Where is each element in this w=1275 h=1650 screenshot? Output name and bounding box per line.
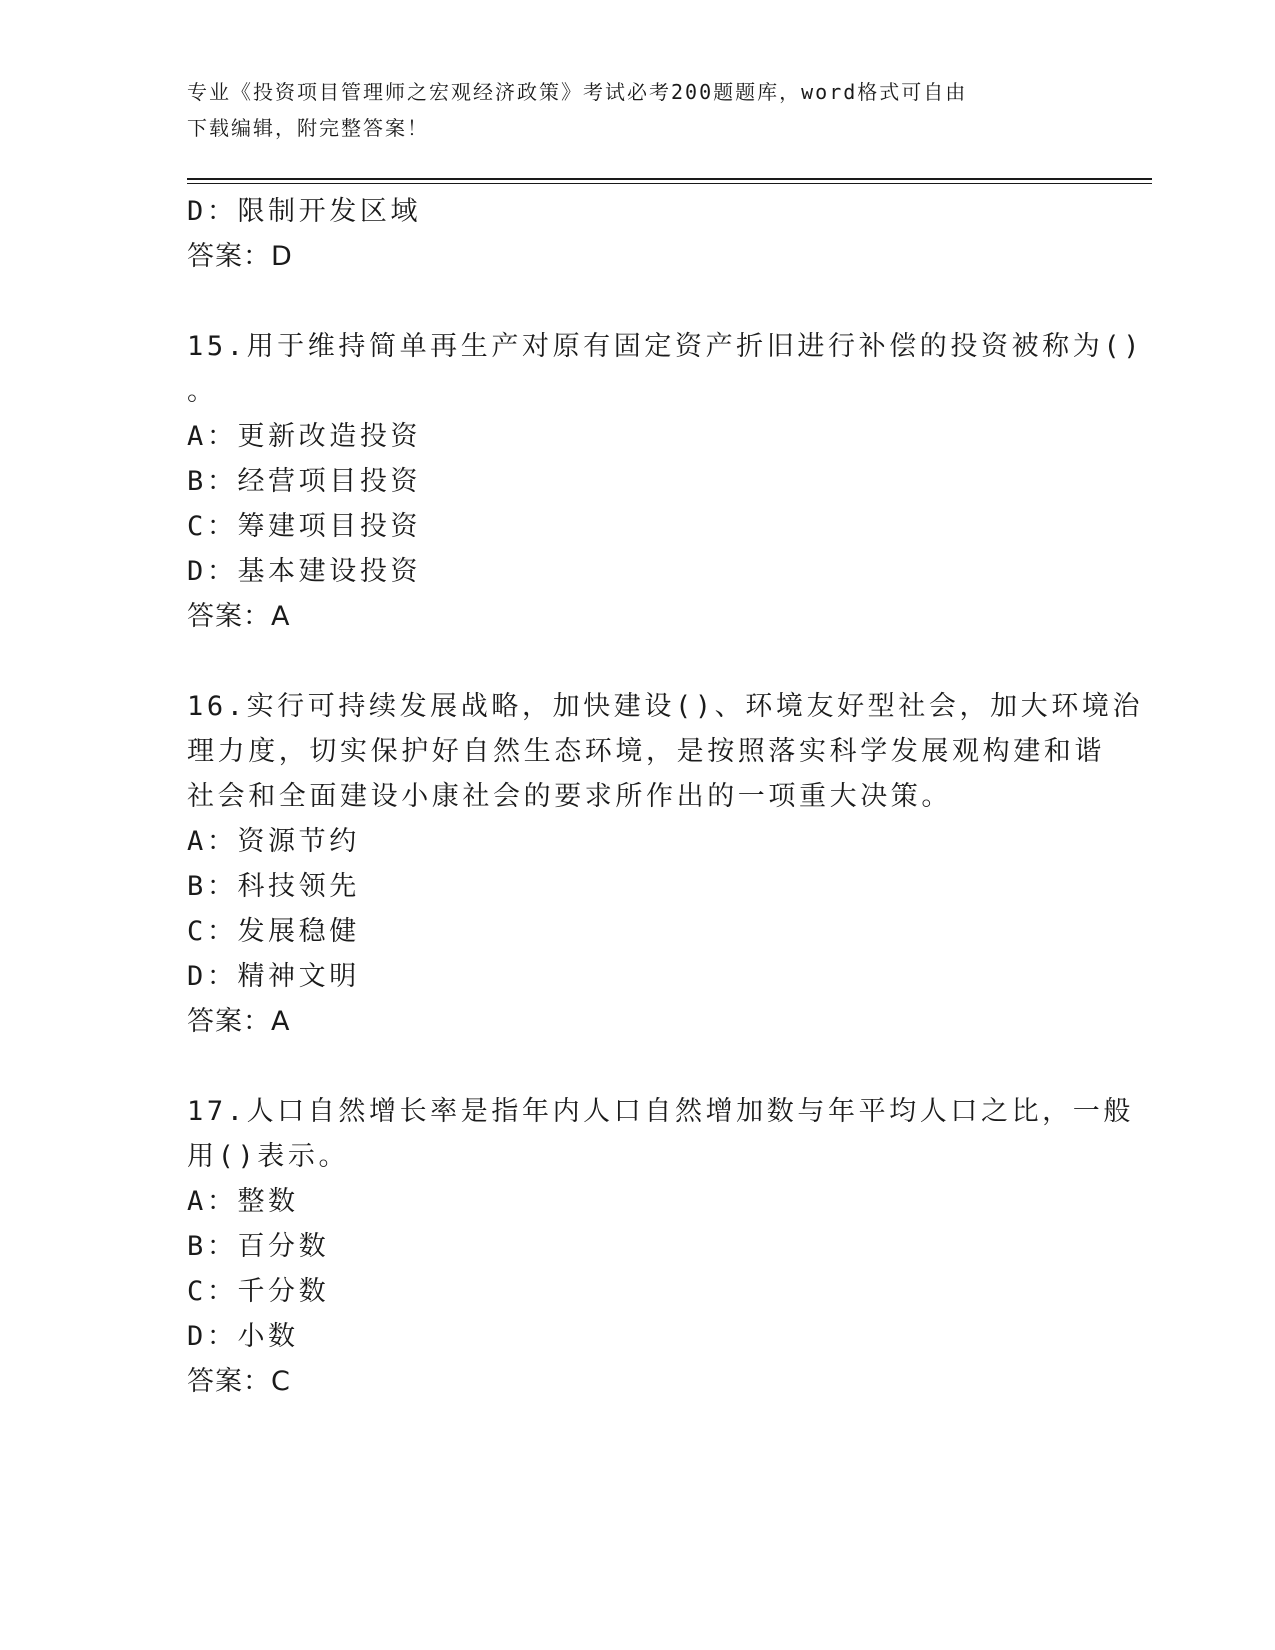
question-stem-continued: 用()表示。 (187, 1141, 350, 1172)
question-stem: 16.实行可持续发展战略，加快建设()、环境友好型社会，加大环境治 (187, 691, 1144, 722)
answer-line: 答案：D (187, 241, 293, 272)
option-d: D：限制开发区域 (187, 196, 422, 227)
header-line-1: 专业《投资项目管理师之宏观经济政策》考试必考200题题库，word格式可自由 (187, 80, 968, 104)
option-a: A：资源节约 (187, 826, 360, 857)
page-header (187, 74, 1087, 146)
option-d: D：小数 (187, 1321, 299, 1352)
option-b: B：经营项目投资 (187, 466, 422, 497)
header-divider (187, 178, 1152, 180)
question-stem: 15.用于维持简单再生产对原有固定资产折旧进行补偿的投资被称为() (187, 331, 1144, 362)
option-b: B：科技领先 (187, 871, 360, 902)
option-d: D：基本建设投资 (187, 556, 422, 587)
answer-line: 答案：C (187, 1366, 291, 1397)
header-line-2: 下载编辑，附完整答案！ (187, 116, 429, 140)
document-body (187, 189, 1144, 1404)
question-stem-continued: 理力度，切实保护好自然生态环境，是按照落实科学发展观构建和谐 (187, 736, 1105, 767)
question-stem-continued: 。 (187, 376, 218, 407)
option-a: A：整数 (187, 1186, 299, 1217)
option-a: A：更新改造投资 (187, 421, 422, 452)
question-15 (187, 324, 1144, 639)
option-b: B：百分数 (187, 1231, 330, 1262)
answer-line: 答案：A (187, 601, 291, 632)
option-c: C：发展稳健 (187, 916, 360, 947)
option-c: C：千分数 (187, 1276, 330, 1307)
header-divider-thin (187, 183, 1152, 184)
question-17 (187, 1089, 1134, 1404)
question-14-tail (187, 189, 1087, 279)
option-d: D：精神文明 (187, 961, 360, 992)
question-16 (187, 684, 1144, 1044)
question-stem: 17.人口自然增长率是指年内人口自然增加数与年平均人口之比，一般 (187, 1096, 1134, 1127)
option-c: C：筹建项目投资 (187, 511, 422, 542)
question-stem-continued: 社会和全面建设小康社会的要求所作出的一项重大决策。 (187, 781, 952, 812)
answer-line: 答案：A (187, 1006, 291, 1037)
